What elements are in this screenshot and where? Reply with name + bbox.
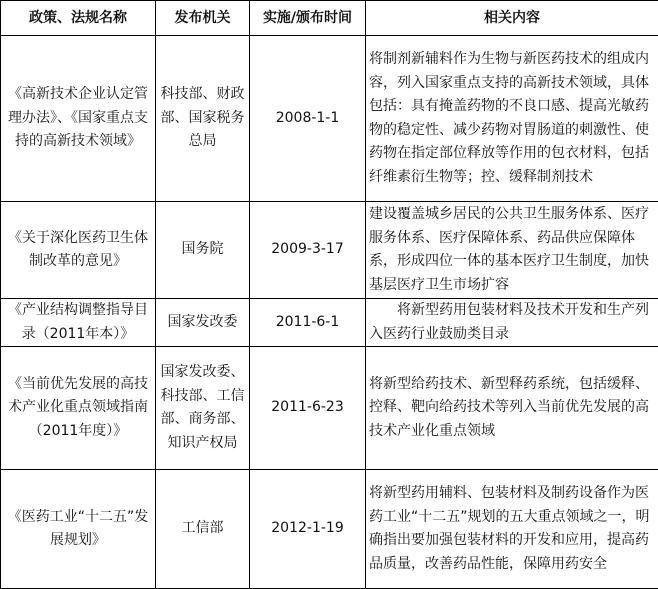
date-cell: 2008-1-1 <box>250 36 366 202</box>
header-related-content: 相关内容 <box>366 1 658 36</box>
content-cell: 建设覆盖城乡居民的公共卫生服务体系、医疗服务体系、医疗保障体系、药品供应保障体系，形成四位一体的基本医疗卫生制度，加快基层医疗卫生市场扩容 <box>366 202 658 299</box>
policy-name-cell: 《高新技术企业认定管理办法》、《国家重点支持的高新技术领域》 <box>1 36 156 202</box>
policy-name-cell: 《当前优先发展的高技术产业化重点领域指南（2011年度）》 <box>1 347 156 470</box>
issuer-cell: 科技部、财政部、国家税务总局 <box>156 36 250 202</box>
table-row <box>1 202 658 299</box>
date-cell: 2012-1-19 <box>250 470 366 589</box>
issuer-cell: 国家发改委 <box>156 299 250 347</box>
issuer-cell: 国务院 <box>156 202 250 299</box>
issuer-cell: 国家发改委、科技部、工信部、商务部、知识产权局 <box>156 347 250 470</box>
table-header-row <box>1 1 658 36</box>
content-cell: 将新型药用辅料、包装材料及制药设备作为医药工业“十二五”规划的五大重点领域之一，明确指出要加强包装材料的开发和应用，提高药品质量，改善药品性能，保障用药安全 <box>366 470 658 589</box>
table-row <box>1 347 658 470</box>
header-issuing-authority: 发布机关 <box>156 1 250 36</box>
policy-name-cell: 《关于深化医药卫生体制改革的意见》 <box>1 202 156 299</box>
content-cell: 将新型给药技术、新型释药系统，包括缓释、控释、靶向给药技术等列入当前优先发展的高技术产业化重点领域 <box>366 347 658 470</box>
policy-name-cell: 《医药工业“十二五”发展规划》 <box>1 470 156 589</box>
date-cell: 2011-6-23 <box>250 347 366 470</box>
policy-name-cell: 《产业结构调整指导目录（2011年本）》 <box>1 299 156 347</box>
header-effective-date: 实施/颁布时间 <box>250 1 366 36</box>
date-cell: 2009-3-17 <box>250 202 366 299</box>
table-row <box>1 299 658 347</box>
issuer-cell: 工信部 <box>156 470 250 589</box>
content-cell: 将新型药用包装材料及技术开发和生产列入医药行业鼓励类目录 <box>366 299 658 347</box>
header-policy-name: 政策、法规名称 <box>1 1 156 36</box>
table-row <box>1 36 658 202</box>
table-row <box>1 470 658 589</box>
content-cell: 将制剂新辅料作为生物与新医药技术的组成内容，列入国家重点支持的高新技术领域，具体包括：具有掩盖药物的不良口感、提高光敏药物的稳定性、减少药物对胃肠道的刺激性、使药物在指定部位释放等作用的包衣材料，包括纤维素衍生物等；控、缓释制剂技术 <box>366 36 658 202</box>
date-cell: 2011-6-1 <box>250 299 366 347</box>
